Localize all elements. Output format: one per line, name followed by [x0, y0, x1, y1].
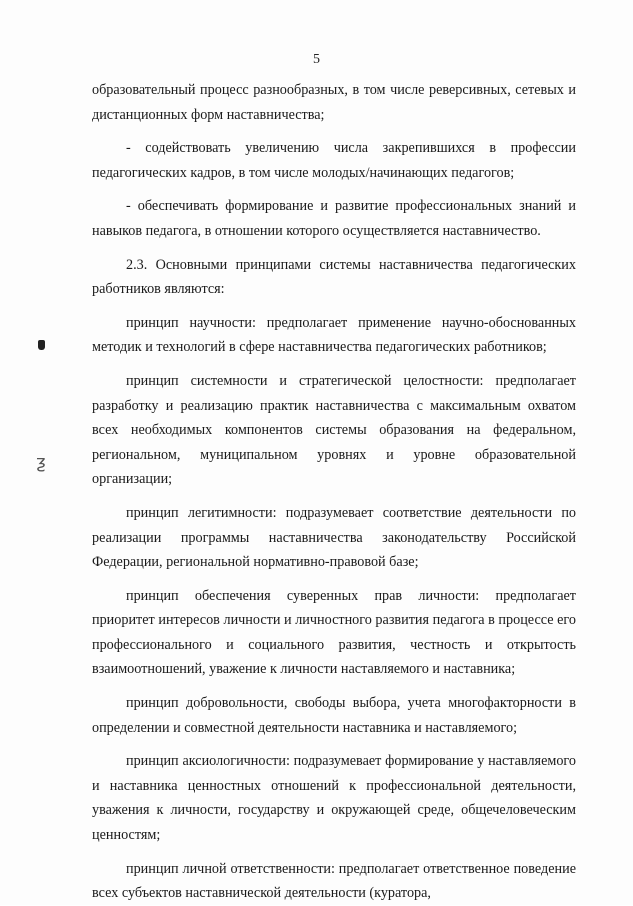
- margin-pencil-mark: ƺ: [36, 452, 46, 473]
- document-body: [92, 78, 576, 906]
- paragraph-principle: принцип легитимности: подразумевает соответствие деятельности по реализации программы наставничества законодательству Российской Федерации, региональной нормативно-правовой базе;: [92, 504, 576, 571]
- paragraph-section-heading: 2.3. Основными принципами системы наставничества педагогических работников являются:: [92, 256, 576, 298]
- paragraph-principle: принцип аксиологичности: подразумевает формирование у наставляемого и наставника ценностных отношений к профессиональной деятельности, уважения к личности, государству и окружающей среде, общечеловеческим ценностям;: [92, 753, 576, 844]
- page-number: 5: [313, 52, 320, 67]
- paragraph-list-item: - обеспечивать формирование и развитие профессиональных знаний и навыков педагога, в отношении которого осуществляется наставничество.: [92, 198, 576, 239]
- paragraph-principle: принцип обеспечения суверенных прав личности: предполагает приоритет интересов личности и личностного развития педагога в процессе его профессионального и социального развития, честность и открытость взаимоотношений, уважение к личности наставляемого и наставника;: [92, 587, 576, 678]
- margin-ink-mark: [38, 340, 45, 350]
- paragraph-principle: принцип системности и стратегической целостности: предполагает разработку и реализацию практик наставничества с максимальным охватом всех необходимых компонентов системы образования на федеральном, региональном, муниципальном уровнях и уровне образовательной организации;: [92, 372, 576, 488]
- paragraph-principle: принцип добровольности, свободы выбора, учета многофакторности в определении и совместной деятельности наставника и наставляемого;: [92, 695, 576, 736]
- paragraph-principle: принцип научности: предполагает применение научно-обоснованных методик и технологий в сфере наставничества педагогических работников;: [92, 314, 576, 356]
- paragraph-principle: принцип личной ответственности: предполагает ответственное поведение всех субъектов наставнической деятельности (куратора,: [92, 860, 576, 902]
- paragraph-list-item: - содействовать увеличению числа закрепившихся в профессии педагогических кадров, в том числе молодых/начинающих педагогов;: [92, 140, 576, 181]
- paragraph-continuation: образовательный процесс разнообразных, в том числе реверсивных, сетевых и дистанционных форм наставничества;: [92, 82, 576, 123]
